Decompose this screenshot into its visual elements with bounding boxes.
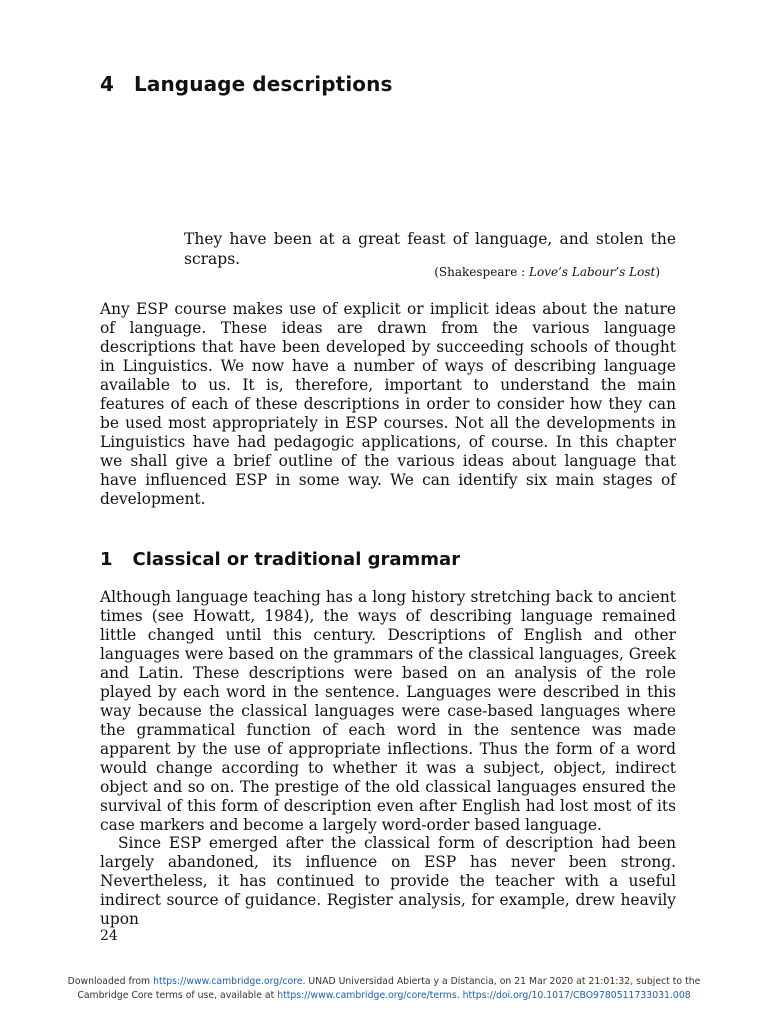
footer-text: . (456, 990, 463, 1001)
download-footer (0, 975, 768, 1003)
terms-link[interactable]: https://www.cambridge.org/core/terms (277, 990, 457, 1001)
page-number: 24 (100, 928, 118, 944)
section-heading (100, 549, 460, 570)
footer-line-2 (0, 989, 768, 1003)
footer-text: . UNAD Universidad Abierta y a Distancia, on 21 Mar 2020 at 21:01:32, subject to the (302, 976, 701, 987)
chapter-heading (100, 72, 392, 96)
section-paragraph: Since ESP emerged after the classical form of description had been largely abandoned, its influence on ESP has never been strong. Nevertheless, it has continued to provide the teacher with a useful indirect source of guidance. Register analysis, for example, drew heavily upon (100, 834, 676, 928)
intro-paragraph: Any ESP course makes use of explicit or implicit ideas about the nature of language. These ideas are drawn from the various language descriptions that have been developed by succeeding schools of thought in Linguistics. We now have a number of ways of describing language available to us. It is, therefore, important to understand the main features of each of these descriptions in order to consider how they can be used most appropriately in ESP courses. Not all the developments in Linguistics have had pedagogic applications, of course. In this chapter we shall give a brief outline of the various ideas about language that have influenced ESP in some way. We can identify six main stages of development. (100, 300, 676, 508)
chapter-number: 4 (100, 72, 115, 96)
epigraph-source-suffix: ) (655, 265, 660, 279)
doi-link[interactable]: https://doi.org/10.1017/CBO9780511733031.008 (462, 990, 691, 1001)
epigraph-source-prefix: (Shakespeare : (434, 265, 529, 279)
section-paragraph: Although language teaching has a long history stretching back to ancient times (see Howatt, 1984), the ways of describing language remained little changed until this century. Descriptions of English and other languages were based on the grammars of the classical languages, Greek and Latin. These descriptions were based on an analysis of the role played by each word in the sentence. Languages were described in this way because the classical languages were case-based languages where the grammatical function of each word in the sentence was made apparent by the use of appropriate inflections. Thus the form of a word would change according to whether it was a subject, object, indirect object and so on. The prestige of the old classical languages ensured the survival of this form of description even after English had lost most of its case markers and become a largely word-order based language. (100, 588, 676, 834)
epigraph-source-work: Love’s Labour’s Lost (528, 265, 656, 279)
section-number: 1 (100, 549, 113, 570)
footer-text: Downloaded from (67, 976, 154, 987)
footer-text: Cambridge Core terms of use, available at (77, 990, 278, 1001)
section-title: Classical or traditional grammar (132, 549, 461, 570)
footer-line-1 (0, 975, 768, 989)
cambridge-core-link[interactable]: https://www.cambridge.org/core (153, 976, 303, 987)
epigraph-quote: They have been at a great feast of language, and stolen the scraps. (184, 230, 676, 268)
epigraph-source (184, 264, 660, 280)
chapter-title: Language descriptions (134, 72, 393, 96)
